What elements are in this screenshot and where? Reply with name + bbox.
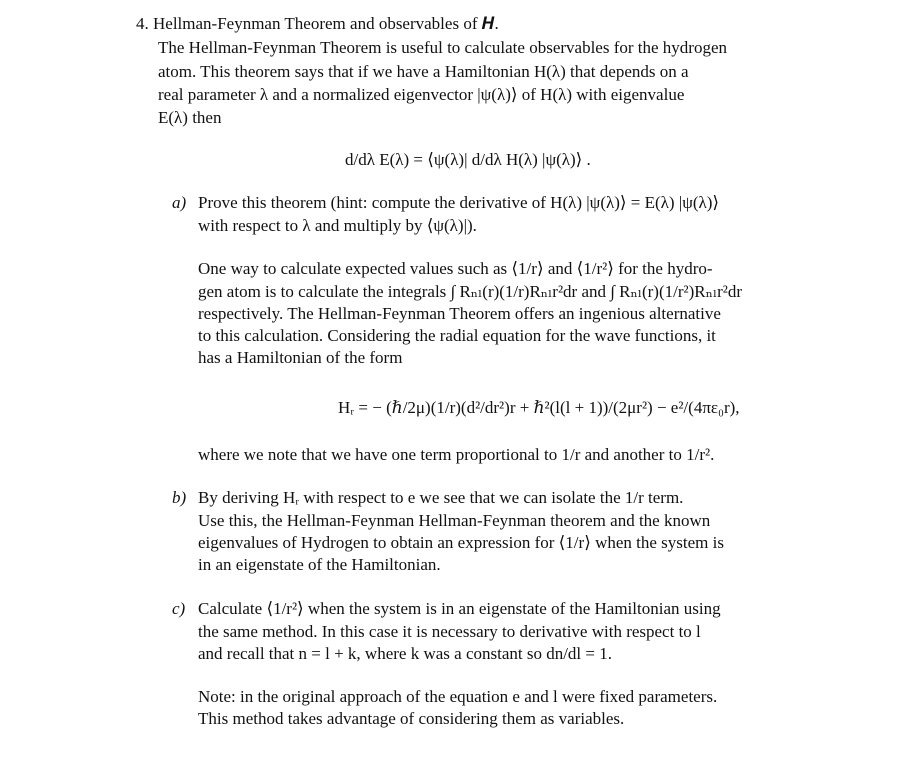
final-note-line-2: This method takes advantage of considering them as variables. <box>198 709 625 728</box>
part-b-line-4: in an eigenstate of the Hamiltonian. <box>198 555 441 574</box>
part-a-line-2: with respect to λ and multiply by ⟨ψ(λ)|). <box>198 216 477 235</box>
part-c-label: c) <box>172 599 186 618</box>
part-a-line-1: Prove this theorem (hint: compute the derivative of H(λ) |ψ(λ)⟩ = E(λ) |ψ(λ)⟩ <box>198 193 720 212</box>
hamiltonian-equation: Hᵣ = − (ℏ/2μ)(1/r)(d²/dr²)r + ℏ²(l(l + 1))/(2μr²) − e²/(4πε₀r), <box>338 398 740 417</box>
part-c-line-2: the same method. In this case it is necessary to derivative with respect to l <box>198 622 701 641</box>
proportional-note: where we note that we have one term proportional to 1/r and another to 1/r². <box>198 445 715 464</box>
paragraph-line-2: gen atom is to calculate the integrals ∫ Rₙₗ(r)(1/r)Rₙₗr²dr and ∫ Rₙₗ(r)(1/r²)Rₙₗr²dr <box>198 282 742 301</box>
part-b-line-3: eigenvalues of Hydrogen to obtain an expression for ⟨1/r⟩ when the system is <box>198 533 724 552</box>
part-b-label: b) <box>172 488 187 507</box>
theorem-equation: d/dλ E(λ) = ⟨ψ(λ)| d/dλ H(λ) |ψ(λ)⟩ . <box>345 150 591 169</box>
paragraph-line-3: respectively. The Hellman-Feynman Theorem offers an ingenious alternative <box>198 304 721 323</box>
part-b-line-2: Use this, the Hellman-Feynman Hellman-Feynman theorem and the known <box>198 511 711 530</box>
part-c-line-3: and recall that n = l + k, where k was a constant so dn/dl = 1. <box>198 644 612 663</box>
part-c-line-1: Calculate ⟨1/r²⟩ when the system is in an eigenstate of the Hamiltonian using <box>198 599 721 618</box>
paragraph-line-5: has a Hamiltonian of the form <box>198 348 403 367</box>
paragraph-line-4: to this calculation. Considering the radial equation for the wave functions, it <box>198 326 716 345</box>
intro-line-4: E(λ) then <box>158 108 222 127</box>
intro-line-3: real parameter λ and a normalized eigenvector |ψ(λ)⟩ of H(λ) with eigenvalue <box>158 85 685 104</box>
intro-line-1: The Hellman-Feynman Theorem is useful to calculate observables for the hydrogen <box>158 38 728 57</box>
part-a-label: a) <box>172 193 187 212</box>
part-b-line-1: By deriving Hᵣ with respect to e we see that we can isolate the 1/r term. <box>198 488 684 507</box>
intro-line-2: atom. This theorem says that if we have a Hamiltonian H(λ) that depends on a <box>158 62 689 81</box>
problem-heading: 4. Hellman-Feynman Theorem and observables of 𝑯. <box>136 14 499 33</box>
paragraph-line-1: One way to calculate expected values such as ⟨1/r⟩ and ⟨1/r²⟩ for the hydro- <box>198 259 713 278</box>
final-note-line-1: Note: in the original approach of the equation e and l were fixed parameters. <box>198 687 718 706</box>
